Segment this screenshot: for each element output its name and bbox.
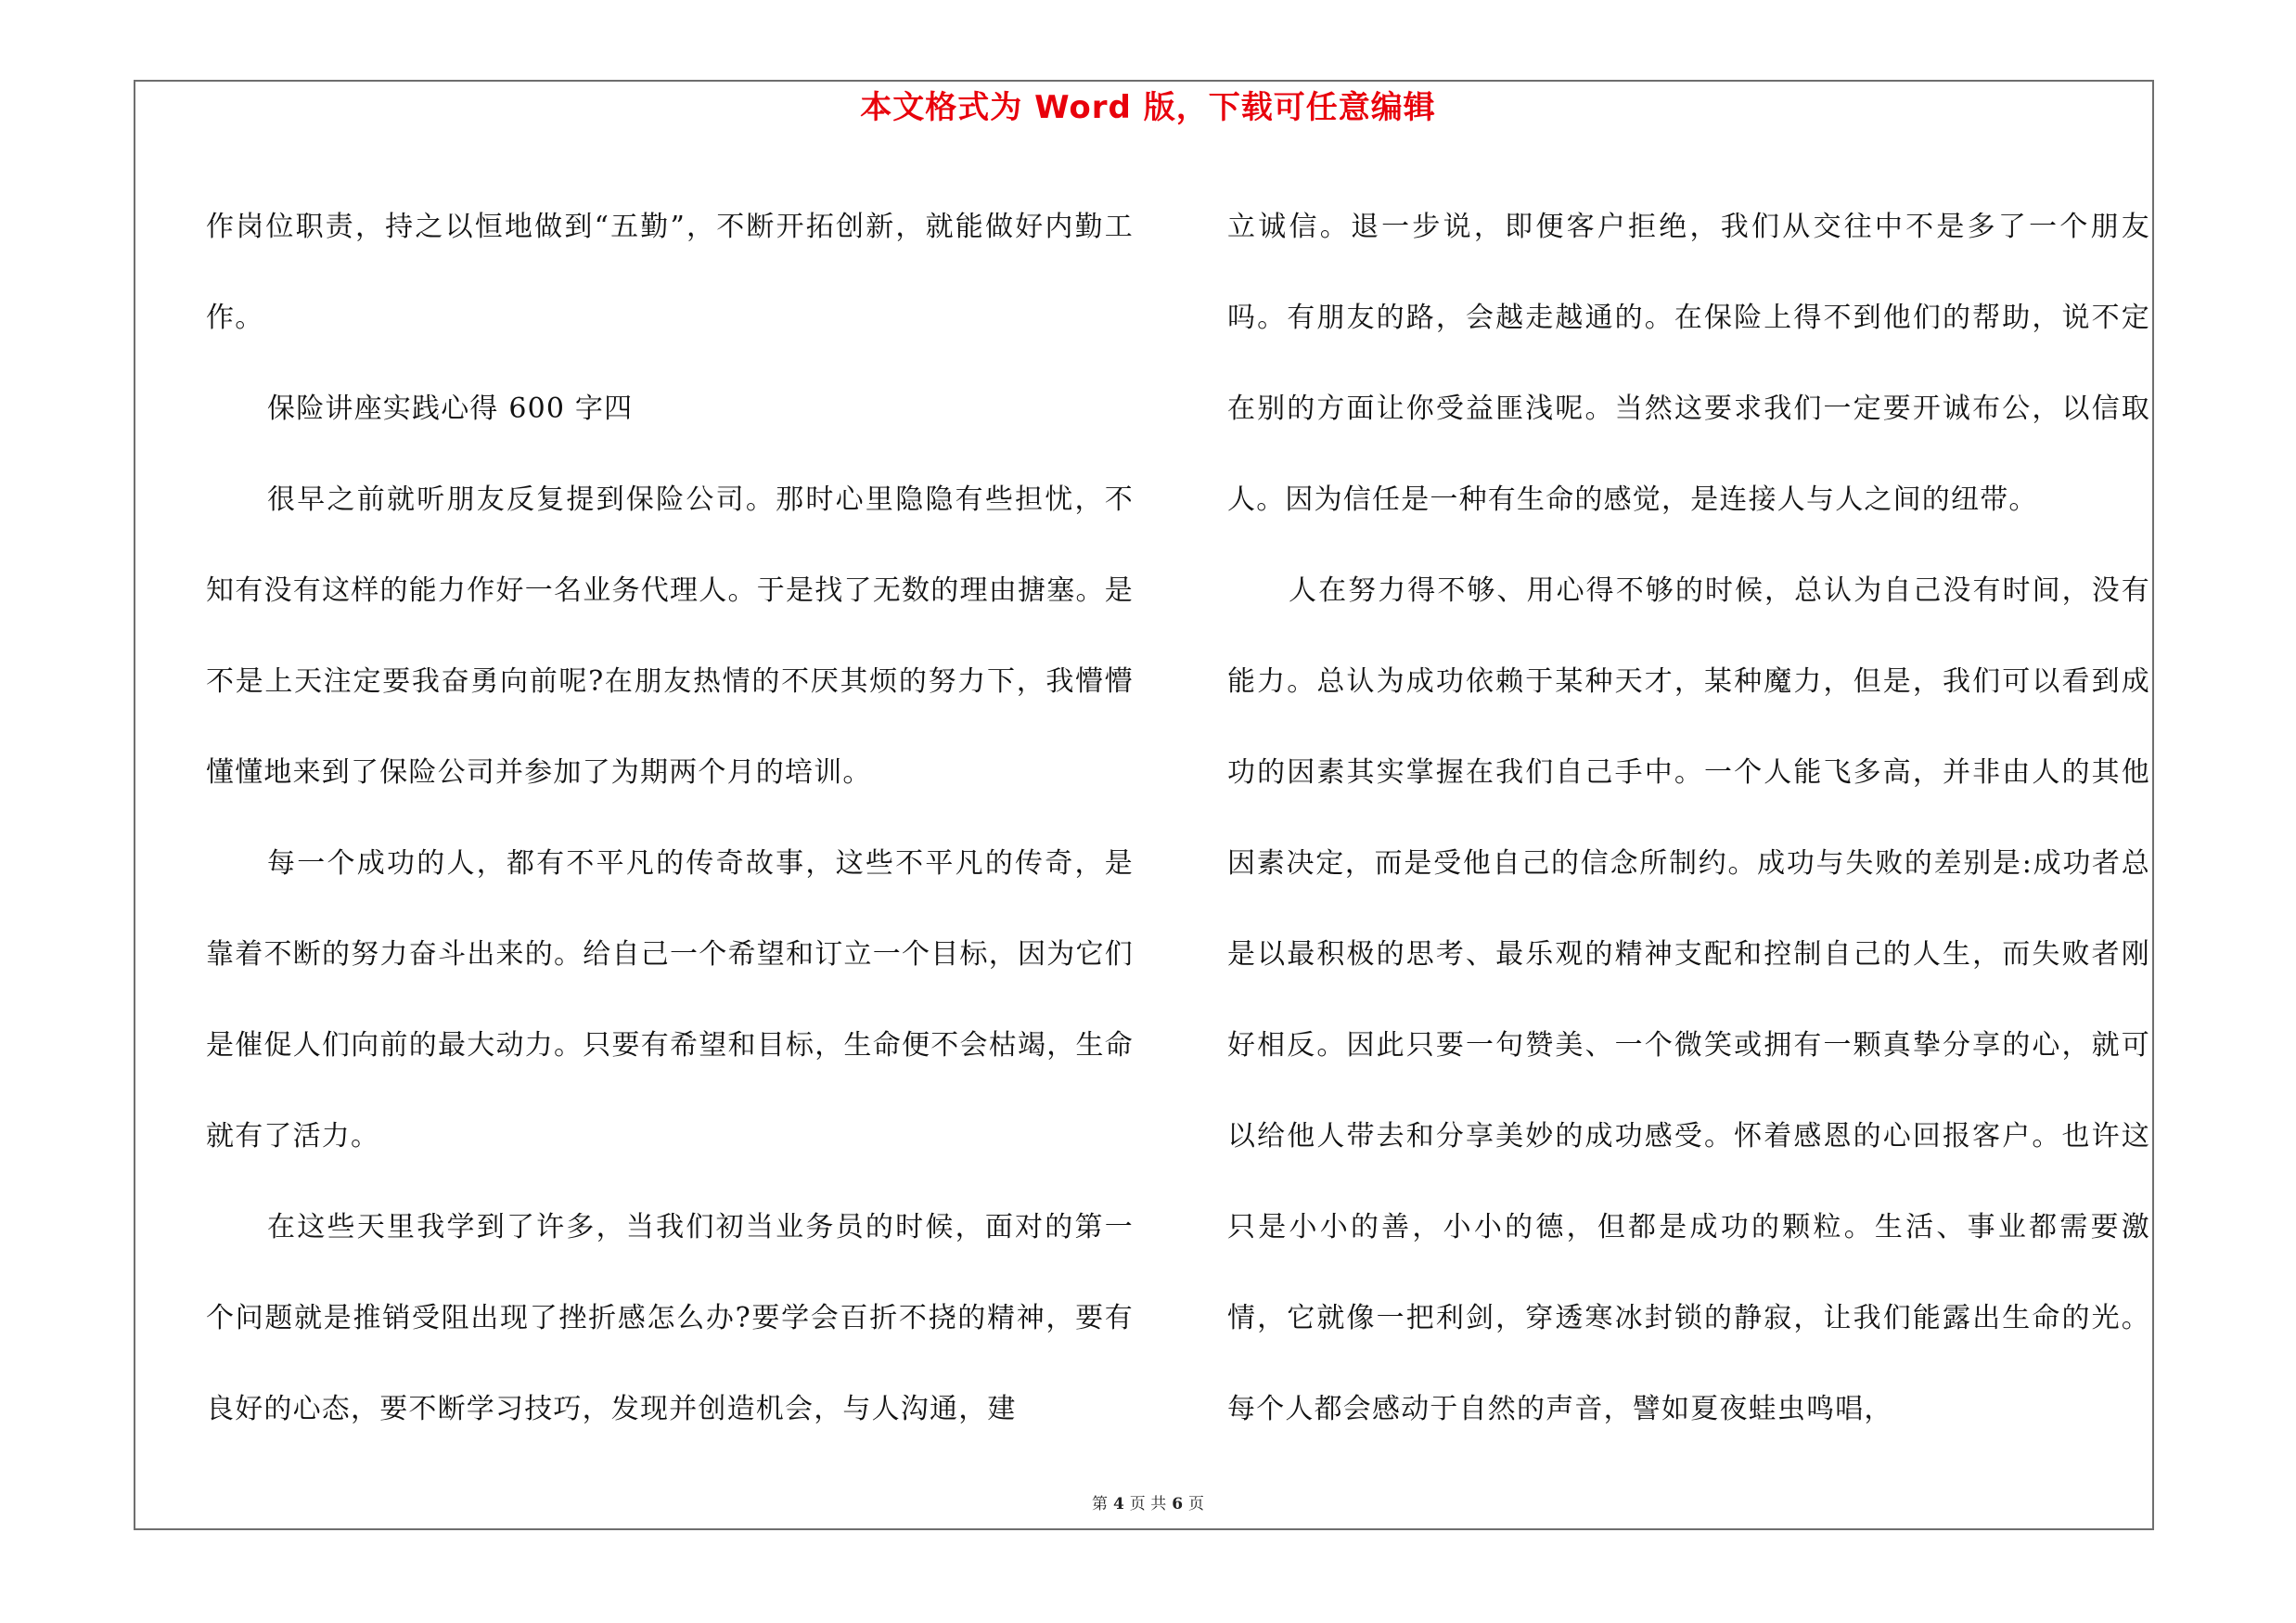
page-number-footer [0, 1493, 2296, 1515]
paragraph-continuation: 作岗位职责，持之以恒地做到“五勤”，不断开拓创新，就能做好内勤工作。 [206, 211, 1134, 334]
total-pages-number: 6 [1172, 1495, 1184, 1514]
footer-mid: 页 共 [1129, 1495, 1167, 1514]
paragraph-continuation: 立诚信。退一步说，即便客户拒绝，我们从交往中不是多了一个朋友吗。有朋友的路，会越走越通的。在保险上得不到他们的帮助，说不定在别的方面让你受益匪浅呢。当然这要求我们一定要开诚布公，以信取人。因为信任是一种有生命的感觉，是连接人与人之间的纽带。 [1227, 211, 2150, 516]
paragraph: 在这些天里我学到了许多，当我们初当业务员的时候，面对的第一个问题就是推销受阻出现了挫折感怎么办?要学会百折不挠的精神，要有良好的心态，要不断学习技巧，发现并创造机会，与人沟通，建 [206, 1211, 1134, 1425]
paragraph: 很早之前就听朋友反复提到保险公司。那时心里隐隐有些担忧，不知有没有这样的能力作好一名业务代理人。于是找了无数的理由搪塞。是不是上天注定要我奋勇向前呢?在朋友热情的不厌其烦的努力下，我懵懵懂懂地来到了保险公司并参加了为期两个月的培训。 [206, 483, 1134, 789]
paragraph: 每一个成功的人，都有不平凡的传奇故事，这些不平凡的传奇，是靠着不断的努力奋斗出来的。给自己一个希望和订立一个目标，因为它们是催促人们向前的最大动力。只要有希望和目标，生命便不会枯竭，生命就有了活力。 [206, 847, 1134, 1153]
right-text-column [1227, 182, 2150, 1455]
current-page-number: 4 [1112, 1495, 1124, 1514]
left-text-column [206, 182, 1134, 1455]
section-heading: 保险讲座实践心得 600 字四 [267, 393, 634, 425]
footer-prefix: 第 [1091, 1495, 1108, 1514]
footer-suffix: 页 [1188, 1495, 1205, 1514]
word-format-banner: 本文格式为 Word 版，下载可任意编辑 [860, 89, 1436, 126]
paragraph: 人在努力得不够、用心得不够的时候，总认为自己没有时间，没有能力。总认为成功依赖于某种天才，某种魔力，但是，我们可以看到成功的因素其实掌握在我们自己手中。一个人能飞多高，并非由人的其他因素决定，而是受他自己的信念所制约。成功与失败的差别是:成功者总是以最积极的思考、最乐观的精神支配和控制自己的人生，而失败者刚好相反。因此只要一句赞美、一个微笑或拥有一颗真挚分享的心，就可以给他人带去和分享美妙的成功感受。怀着感恩的心回报客户。也许这只是小小的善，小小的德，但都是成功的颗粒。生活、事业都需要激情，它就像一把利剑，穿透寒冰封锁的静寂，让我们能露出生命的光。每个人都会感动于自然的声音，譬如夏夜蛙虫鸣唱， [1227, 574, 2150, 1425]
